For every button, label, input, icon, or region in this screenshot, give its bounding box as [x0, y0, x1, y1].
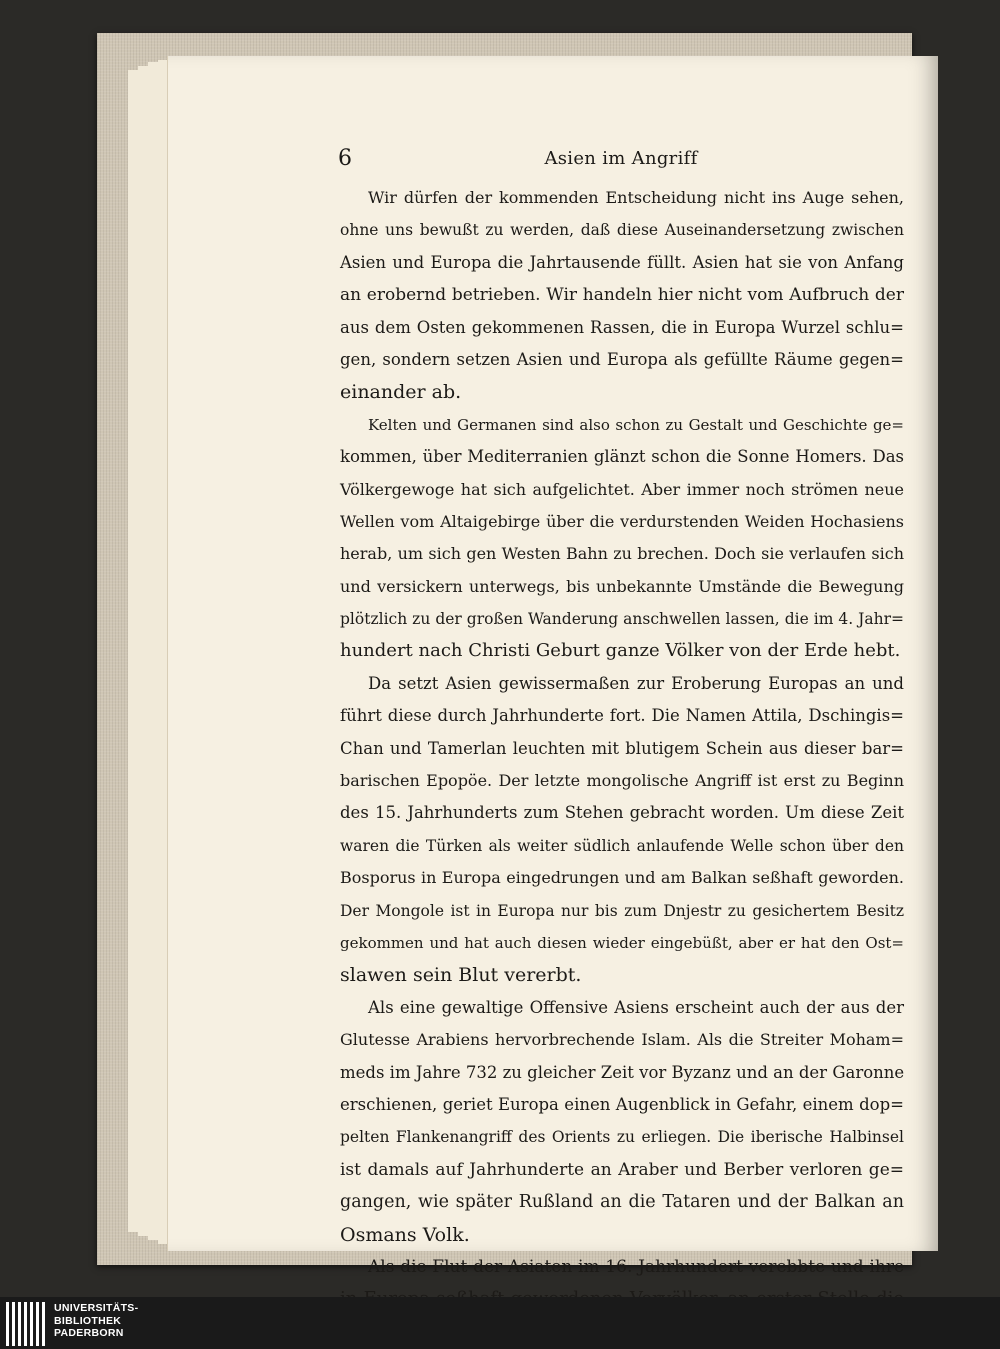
text-line: des 15. Jahrhunderts zum Stehen gebracht worden. Um diese Zeit	[340, 803, 904, 823]
text-line: herab, um sich gen Westen Bahn zu brechen. Doch sie verlaufen sich	[340, 544, 904, 564]
page-header	[338, 146, 904, 174]
text-line: ist damals auf Jahrhunderte an Araber und Berber verloren ge=	[340, 1159, 904, 1180]
text-line: slawen sein Blut vererbt.	[340, 964, 582, 987]
library-bars-logo-icon	[6, 1302, 46, 1346]
page-number: 6	[338, 146, 352, 171]
logo-line: PADERBORN	[54, 1327, 124, 1339]
library-logo-text	[54, 1302, 138, 1340]
text-line: Osmans Volk.	[340, 1223, 470, 1246]
text-line: aus dem Osten gekommenen Rassen, die in Europa Wurzel schlu=	[340, 317, 904, 337]
text-line: einander ab.	[340, 381, 462, 404]
text-line: gekommen und hat auch diesen wieder eingebüßt, aber er hat den Ost=	[340, 933, 904, 952]
text-line: barischen Epopöe. Der letzte mongolische Angriff ist erst zu Beginn	[340, 771, 904, 791]
text-line: erschienen, geriet Europa einen Augenblick in Gefahr, einem dop=	[340, 1094, 904, 1114]
paragraph	[340, 992, 904, 1251]
running-title: Asien im Angriff	[544, 148, 698, 169]
text-line: waren die Türken als weiter südlich anlaufende Welle schon über den	[340, 836, 904, 855]
text-line: Völkergewoge hat sich aufgelichtet. Aber immer noch strömen neue	[340, 479, 904, 499]
text-line: pelten Flankenangriff des Orients zu erliegen. Die iberische Halbinsel	[340, 1128, 904, 1147]
text-line: Asien und Europa die Jahrtausende füllt. Asien hat sie von Anfang	[340, 252, 904, 272]
paragraph	[340, 182, 904, 409]
text-line: Als die Flut der Asiaten im 16. Jahrhundert verebbte und ihre	[368, 1256, 904, 1277]
text-line: Chan und Tamerlan leuchten mit blutigem Schein aus dieser bar=	[340, 738, 904, 758]
text-line: Als eine gewaltige Offensive Asiens erscheint auch der aus der	[368, 997, 904, 1017]
text-line: meds im Jahre 732 zu gleicher Zeit vor Byzanz und an der Garonne	[340, 1062, 905, 1082]
paragraph	[340, 409, 904, 668]
text-line: Der Mongole ist in Europa nur bis zum Dnjestr zu gesichertem Besitz	[340, 901, 904, 920]
footer-bar	[0, 1297, 1000, 1349]
text-line: plötzlich zu der großen Wanderung anschwellen lassen, die im 4. Jahr=	[340, 610, 904, 629]
text-line: Kelten und Germanen sind also schon zu Gestalt und Geschichte ge=	[368, 415, 904, 434]
paragraph	[340, 668, 904, 992]
body-text	[340, 182, 904, 1348]
text-line: gangen, wie später Rußland an die Tataren und der Balkan an	[340, 1192, 904, 1213]
text-line: gen, sondern setzen Asien und Europa als gefüllte Räume gegen=	[340, 349, 904, 369]
text-line: Wir dürfen der kommenden Entscheidung nicht ins Auge sehen,	[368, 188, 904, 207]
text-line: führt diese durch Jahrhunderte fort. Die Namen Attila, Dschingis=	[340, 706, 904, 726]
logo-line: BIBLIOTHEK	[54, 1314, 122, 1327]
text-line: und versickern unterwegs, bis unbekannte Umstände die Bewegung	[340, 576, 904, 596]
text-line: Da setzt Asien gewissermaßen zur Eroberung Europas an und	[368, 673, 904, 693]
text-line: ohne uns bewußt zu werden, daß diese Auseinandersetzung zwischen	[340, 221, 904, 240]
text-line: an erobernd betrieben. Wir handeln hier nicht vom Aufbruch der	[340, 285, 904, 306]
text-line: Glutesse Arabiens hervorbrechende Islam. Als die Streiter Moham=	[340, 1030, 904, 1050]
text-line: Wellen vom Altaigebirge über die verdurstenden Weiden Hochasiens	[340, 511, 904, 531]
text-line: hundert nach Christi Geburt ganze Völker von der Erde hebt.	[340, 640, 901, 662]
text-line: kommen, über Mediterranien glänzt schon die Sonne Homers. Das	[340, 447, 904, 467]
text-line: Bosporus in Europa eingedrungen und am Balkan seßhaft geworden.	[340, 868, 904, 888]
logo-line: UNIVERSITÄTS-	[54, 1302, 139, 1314]
